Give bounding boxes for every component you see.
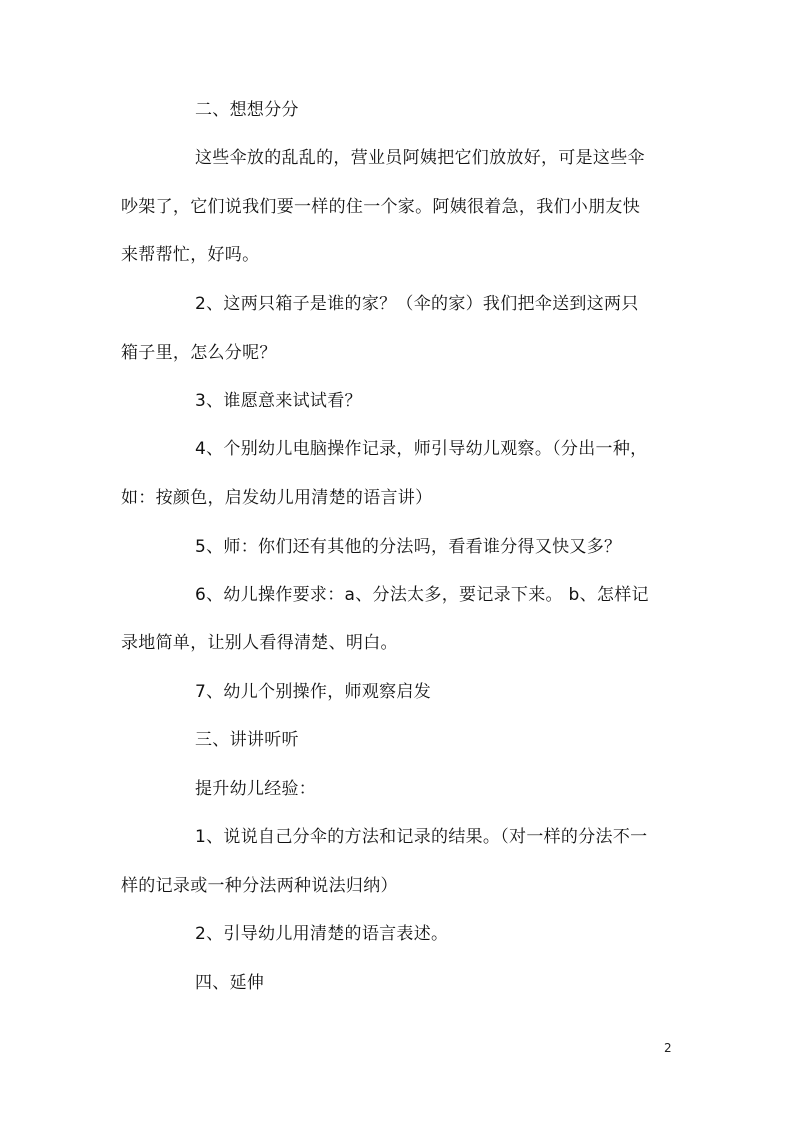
list-item-5: 5、师：你们还有其他的分法吗，看看谁分得又快又多？ bbox=[195, 537, 622, 557]
paragraph-line: 吵架了，它们说我们要一样的住一个家。阿姨很着急，我们小朋友快 bbox=[121, 197, 640, 217]
paragraph-line: 提升幼儿经验： bbox=[195, 779, 317, 799]
list-item-2: 2、这两只箱子是谁的家？（伞的家）我们把伞送到这两只 bbox=[195, 294, 639, 314]
paragraph-line: 来帮帮忙，好吗。 bbox=[121, 245, 260, 265]
section-heading-4: 四、延伸 bbox=[195, 973, 265, 993]
page-number: 2 bbox=[664, 1041, 672, 1055]
list-item-6: 6、幼儿操作要求：a、分法太多，要记录下来。 b、怎样记 bbox=[195, 585, 649, 605]
paragraph-line: 录地简单，让别人看得清楚、明白。 bbox=[121, 633, 398, 653]
list-item-2b: 2、引导幼儿用清楚的语言表述。 bbox=[195, 924, 449, 944]
list-item-7: 7、幼儿个别操作，师观察启发 bbox=[195, 682, 432, 702]
list-item-1: 1、说说自己分伞的方法和记录的结果。（对一样的分法不一 bbox=[195, 827, 648, 847]
list-item-3: 3、谁愿意来试试看？ bbox=[195, 391, 362, 411]
section-heading-2: 二、想想分分 bbox=[195, 100, 299, 120]
paragraph-line: 如：按颜色，启发幼儿用清楚的语言讲） bbox=[121, 488, 433, 508]
paragraph-line: 样的记录或一种分法两种说法归纳） bbox=[121, 876, 398, 896]
list-item-4: 4、个别幼儿电脑操作记录，师引导幼儿观察。（分出一种， bbox=[195, 439, 648, 459]
paragraph-line: 箱子里，怎么分呢？ bbox=[121, 343, 277, 363]
paragraph-line: 这些伞放的乱乱的，营业员阿姨把它们放放好，可是这些伞 bbox=[195, 148, 645, 168]
section-heading-3: 三、讲讲听听 bbox=[195, 730, 299, 750]
